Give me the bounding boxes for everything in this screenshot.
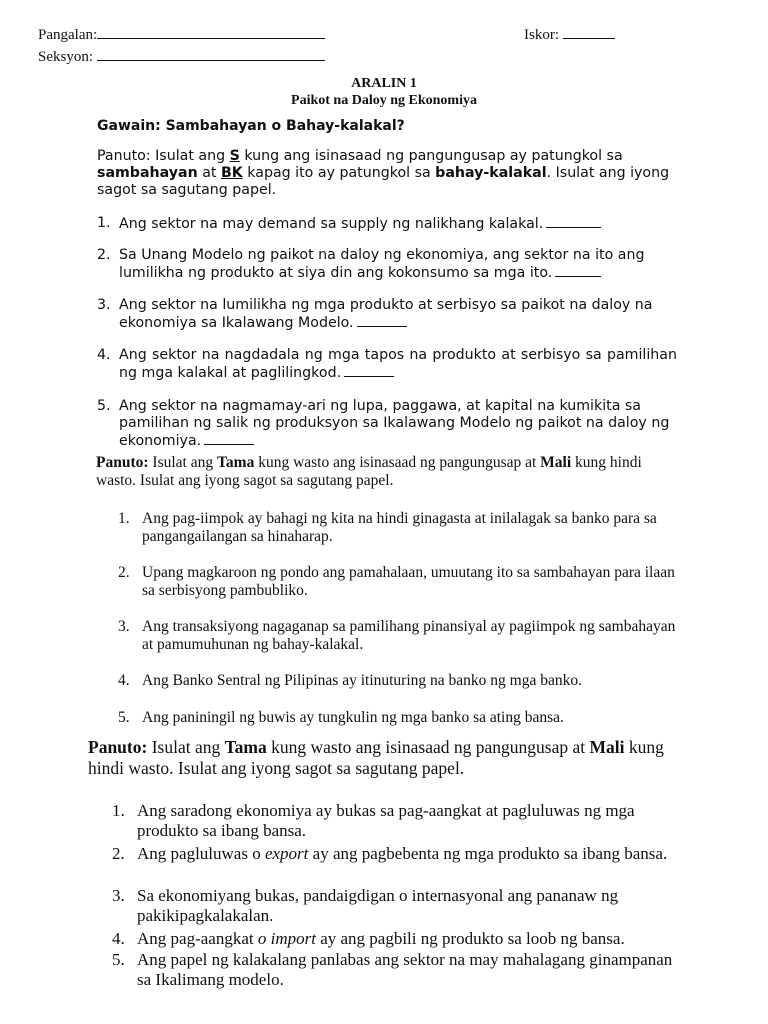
question-item-a2 (97, 247, 677, 282)
question-item-b2 (118, 564, 678, 600)
instr-bahay-kalakal: bahay-kalakal (435, 165, 547, 181)
activity-title (97, 118, 405, 134)
item-text-wrap (119, 347, 677, 382)
item-text: Ang Banko Sentral ng Pilipinas ay itinuturing na banko ng mga banko. (142, 672, 582, 689)
section-field (38, 48, 325, 66)
item-text-wrap (137, 844, 687, 864)
question-item-a3 (97, 297, 677, 332)
instr-tama: Tama (217, 454, 255, 471)
question-item-a5 (97, 398, 677, 450)
instr-s-code: S (229, 148, 240, 164)
item-number: 3. (112, 886, 125, 905)
item-number: 4. (97, 347, 111, 363)
item-number: 1. (112, 801, 125, 820)
instr-bk-code: BK (220, 165, 243, 181)
item-number: 2. (112, 844, 125, 863)
item-text: Ang pag-aangkat (137, 929, 258, 948)
section-label: Seksyon: (38, 49, 94, 65)
instr-text: at (197, 165, 221, 181)
item-text: Sa Unang Modelo ng paikot na daloy ng ekonomiya, ang sektor na ito ang lumilikha ng produkto at siya din ang kokonsumo sa mga ito. (119, 247, 645, 281)
item-number: 5. (112, 950, 125, 969)
instr-text: Panuto: Isulat ang (97, 148, 230, 164)
answer-blank[interactable] (344, 364, 394, 377)
name-label: Pangalan: (38, 27, 98, 43)
question-item-c3 (112, 886, 687, 926)
item-number: 1. (97, 215, 111, 231)
instr-text: kung wasto ang isinasaad ng pangungusap at (266, 737, 590, 757)
instr-sambahayan: sambahayan (97, 165, 198, 181)
instr-text: kung hindi wasto. Isulat ang iyong sagot sa sagutang papel. (88, 737, 664, 778)
question-item-b4 (118, 672, 678, 690)
lesson-title: ARALIN 1 (351, 76, 417, 91)
item-text: Ang paniningil ng buwis ay tungkulin ng mga banko sa ating bansa. (142, 709, 564, 726)
item-text-wrap (119, 215, 677, 233)
item-number: 3. (118, 618, 130, 635)
item-number: 2. (118, 564, 130, 581)
activity-rest: : Sambahayan o Bahay-kalakal? (155, 118, 405, 134)
item-text: Ang sektor na lumilikha ng mga produkto at serbisyo sa paikot na daloy na ekonomiya sa Ikalawang Modelo. (119, 297, 653, 331)
answer-blank[interactable] (204, 432, 254, 445)
item-text-wrap (119, 398, 677, 450)
question-item-b5 (118, 709, 678, 727)
item-italic-term: export (264, 844, 309, 863)
instr-text: kung hindi wasto. Isulat ang iyong sagot sa sagutang papel. (96, 454, 642, 489)
item-text: Ang pagluluwas o (137, 844, 265, 863)
item-text-wrap (119, 247, 677, 282)
item-number: 4. (118, 672, 130, 689)
item-text: ay ang pagbili ng produkto sa loob ng bansa. (315, 929, 625, 948)
instr-label: Panuto: (88, 737, 148, 757)
instr-text: Isulat ang (147, 737, 225, 757)
item-number: 5. (118, 709, 130, 726)
question-item-c1 (112, 801, 687, 841)
item-text-wrap (119, 297, 677, 332)
item-text: Ang sektor na nagdadala ng mga tapos na produkto at serbisyo sa pamilihan ng mga kalakal at paglilingkod. (119, 347, 677, 381)
item-number: 2. (97, 247, 111, 263)
instructions-a (97, 148, 677, 199)
lesson-subtitle: Paikot na Daloy ng Ekonomiya (291, 93, 477, 108)
answer-blank[interactable] (357, 314, 407, 327)
item-text: Ang sektor na may demand sa supply ng nalikhang kalakal. (119, 216, 544, 232)
activity-prefix: Gawain (97, 118, 156, 134)
question-item-b1 (118, 510, 678, 546)
instr-text: . Isulat ang iyong sagot sa sagutang papel. (97, 165, 670, 198)
question-item-c2 (112, 844, 687, 864)
item-number: 1. (118, 510, 130, 527)
instr-text: kung ang isinasaad ng pangungusap ay patungkol sa (239, 148, 623, 164)
item-text: Ang papel ng kalakalang panlabas ang sektor na may mahalagang ginampanan sa Ikalimang modelo. (137, 950, 673, 989)
instructions-c (88, 737, 688, 779)
name-field (38, 26, 325, 44)
question-item-c4 (112, 929, 687, 949)
question-item-b3 (118, 618, 678, 654)
item-text: Sa ekonomiyang bukas, pandaigdigan o internasyonal ang pananaw ng pakikipagkalakalan. (137, 886, 619, 925)
instr-label: Panuto: (96, 454, 149, 471)
instr-mali: Mali (540, 454, 572, 471)
item-number: 5. (97, 398, 111, 414)
item-number: 4. (112, 929, 125, 948)
question-item-a4 (97, 347, 677, 382)
item-text: Ang sektor na nagmamay-ari ng lupa, paggawa, at kapital na kumikita sa pamilihan ng salik ng produksyon sa Ikalawang Modelo ng paikot na daloy ng ekonomiya. (119, 398, 670, 449)
instructions-b (96, 454, 676, 490)
item-text-wrap (137, 929, 687, 949)
answer-blank[interactable] (546, 215, 601, 228)
question-item-c5 (112, 950, 687, 990)
item-number: 3. (97, 297, 111, 313)
item-text: ay ang pagbebenta ng mga produkto sa ibang bansa. (308, 844, 668, 863)
answer-blank[interactable] (555, 264, 601, 277)
item-text: Upang magkaroon ng pondo ang pamahalaan, umuutang ito sa sambahayan para ilaan sa serbisyong pambubliko. (142, 564, 675, 599)
question-item-a1 (97, 215, 677, 233)
score-label: Iskor: (524, 27, 559, 43)
instr-text: Isulat ang (148, 454, 217, 471)
section-blank[interactable] (97, 48, 325, 61)
instr-text: kung wasto ang isinasaad ng pangungusap at (254, 454, 541, 471)
instr-mali: Mali (589, 737, 625, 757)
item-text: Ang pag-iimpok ay bahagi ng kita na hindi ginagasta at inilalagak sa banko para sa pangangailangan sa hinaharap. (142, 510, 657, 545)
score-blank[interactable] (563, 26, 615, 39)
item-italic-term: o import (257, 929, 316, 948)
instr-tama: Tama (224, 737, 267, 757)
item-text: Ang saradong ekonomiya ay bukas sa pag-aangkat at pagluluwas ng mga produkto sa ibang bansa. (137, 801, 635, 840)
instr-text: kapag ito ay patungkol sa (242, 165, 436, 181)
name-blank[interactable] (97, 26, 325, 39)
item-text: Ang transaksiyong nagaganap sa pamilihang pinansiyal ay pagiimpok ng sambahayan at pamumuhunan ng bahay-kalakal. (142, 618, 676, 653)
score-field (524, 26, 615, 44)
